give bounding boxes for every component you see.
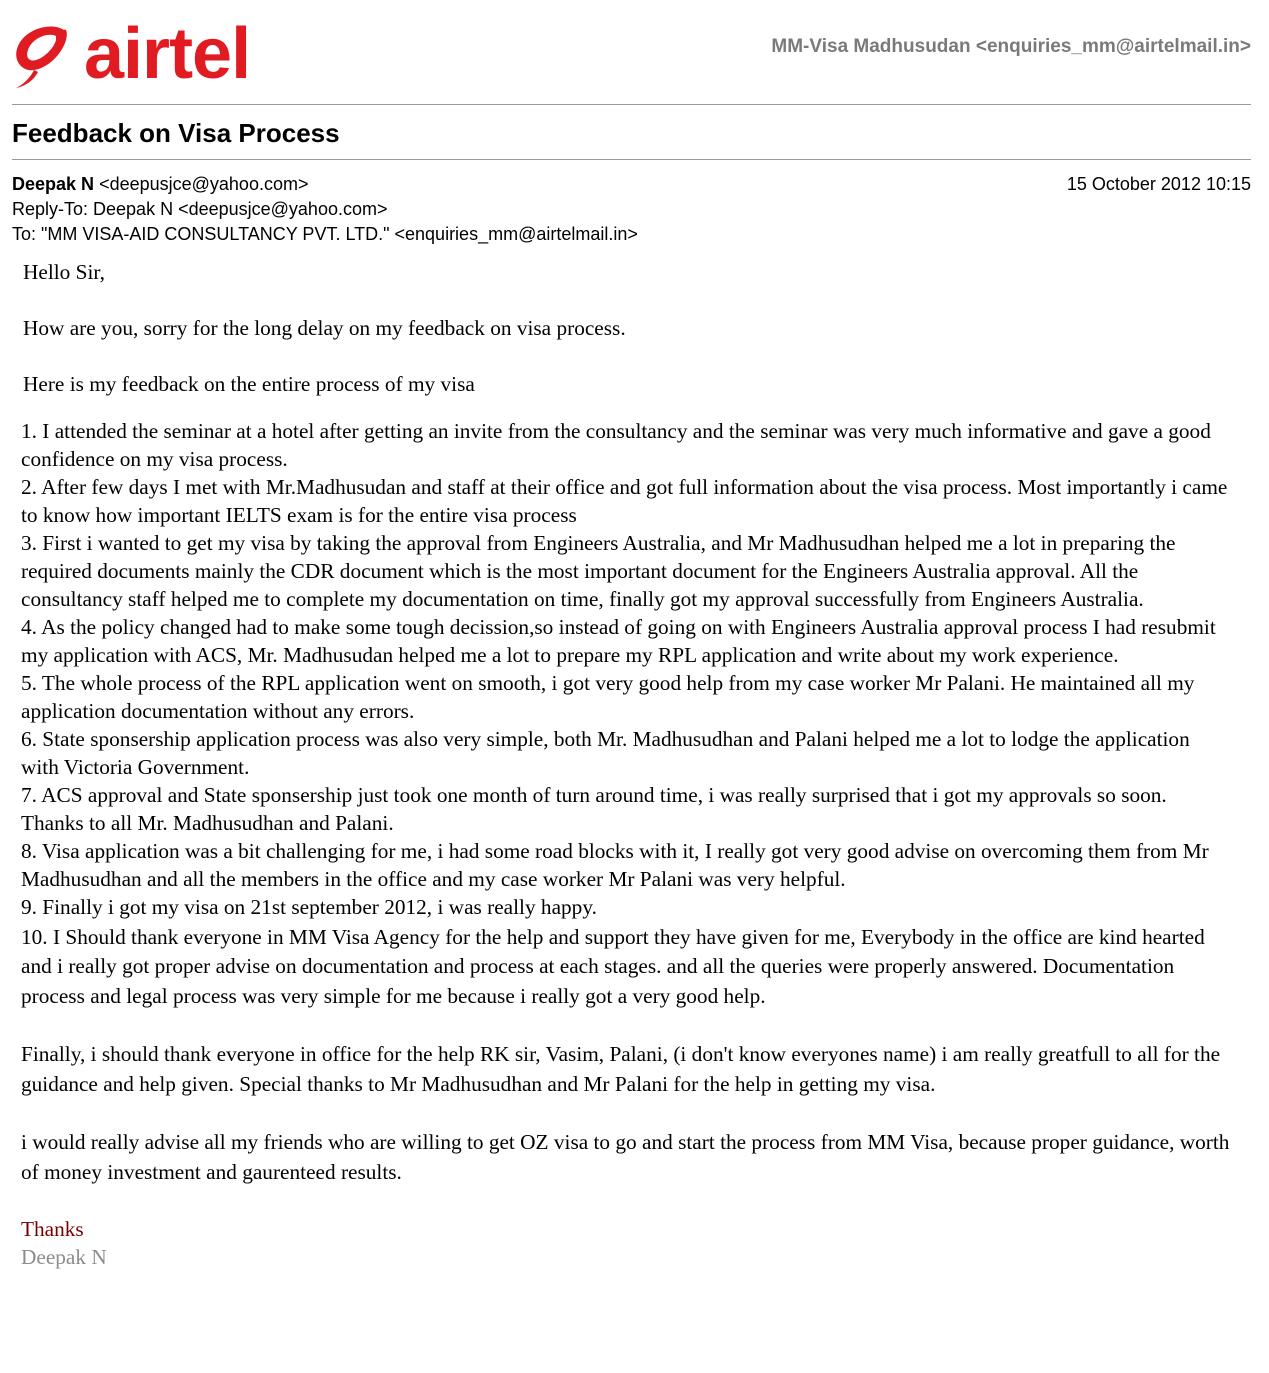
email-body [21, 258, 1231, 1271]
signature: Deepak N [21, 1245, 107, 1269]
closing-paragraph: Finally, i should thank everyone in office for the help RK sir, Vasim, Palani, (i don't know everyones name) i am really greatfull to all for the guidance and help given. Special thanks to Mr Madhusudhan and Mr Palani for the help in getting my visa. [21, 1042, 1221, 1096]
to-line: To: "MM VISA-AID CONSULTANCY PVT. LTD." <enquiries_mm@airtelmail.in> [12, 224, 638, 244]
list-item: 6. State sponsership application process was also very simple, both Mr. Madhusudhan and Palani helped me a lot to lodge the application with Victoria Government. [21, 727, 1190, 779]
brand-wordmark: airtel [84, 14, 251, 94]
airtel-logo [12, 14, 251, 94]
list-item: 10. I Should thank everyone in MM Visa Agency for the help and support they have given for me, Everybody in the office are kind hearted and i really got proper advise on documentation and process at each stages. and all the queries were properly answered. Documentation process and legal process was very simple for me because i really got a very good help. [21, 924, 1205, 1008]
sender-address: <deepusjce@yahoo.com> [99, 174, 309, 194]
intro-line: Here is my feedback on the entire process of my visa [23, 372, 475, 396]
divider [12, 104, 1251, 105]
reply-to-line: Reply-To: Deepak N <deepusjce@yahoo.com> [12, 199, 388, 219]
airtel-swirl-icon [12, 20, 74, 90]
list-item: 5. The whole process of the RPL application went on smooth, i got very good help from my case worker Mr Palani. He maintained all my application documentation without any errors. [21, 671, 1195, 723]
header [12, 8, 1251, 104]
list-item: 2. After few days I met with Mr.Madhusudan and staff at their office and got full information about the visa process. Most importantly i came to know how important IELTS exam is for the entire visa process [21, 475, 1228, 527]
account-address: MM-Visa Madhusudan <enquiries_mm@airtelmail.in> [771, 36, 1251, 57]
divider [12, 159, 1251, 160]
list-item: 4. As the policy changed had to make some tough decission,so instead of going on with Engineers Australia approval process I had resubmit my application with ACS, Mr. Madhusudan helped me a lot to prepare my RPL application and write about my work experience. [21, 615, 1216, 667]
list-item: 7. ACS approval and State sponsership just took one month of turn around time, i was really surprised that i got my approvals so soon. Thanks to all Mr. Madhusudhan and Palani. [21, 783, 1167, 835]
email-date: 15 October 2012 10:15 [1066, 174, 1251, 194]
email-subject: Feedback on Visa Process [12, 118, 340, 148]
list-item: 9. Finally i got my visa on 21st september 2012, i was really happy. [21, 895, 597, 919]
greeting: Hello Sir, [23, 260, 105, 284]
list-item: 8. Visa application was a bit challenging for me, i had some road blocks with it, I really got very good advise on overcoming them from Mr Madhusudhan and all the members in the office and my case worker Mr Palani was very helpful. [21, 839, 1209, 891]
email-headers [12, 172, 1251, 247]
list-item: 3. First i wanted to get my visa by taking the approval from Engineers Australia, and Mr Madhusudhan helped me a lot in preparing the required documents mainly the CDR document which is the most important document for the Engineers Australia approval. All the consultancy staff helped me to complete my documentation on time, finally got my approval successfully from Engineers Australia. [21, 531, 1176, 611]
list-item: 1. I attended the seminar at a hotel after getting an invite from the consultancy and the seminar was very much informative and gave a good confidence on my visa process. [21, 419, 1211, 471]
feedback-list [21, 417, 1231, 1011]
from-line [12, 172, 1251, 197]
thanks-line: Thanks [21, 1217, 84, 1241]
intro-line: How are you, sorry for the long delay on my feedback on visa process. [23, 316, 626, 340]
advise-paragraph: i would really advise all my friends who are willing to get OZ visa to go and start the process from MM Visa, because proper guidance, worth of money investment and gaurenteed results. [21, 1130, 1230, 1184]
sender-name: Deepak N [12, 174, 95, 194]
